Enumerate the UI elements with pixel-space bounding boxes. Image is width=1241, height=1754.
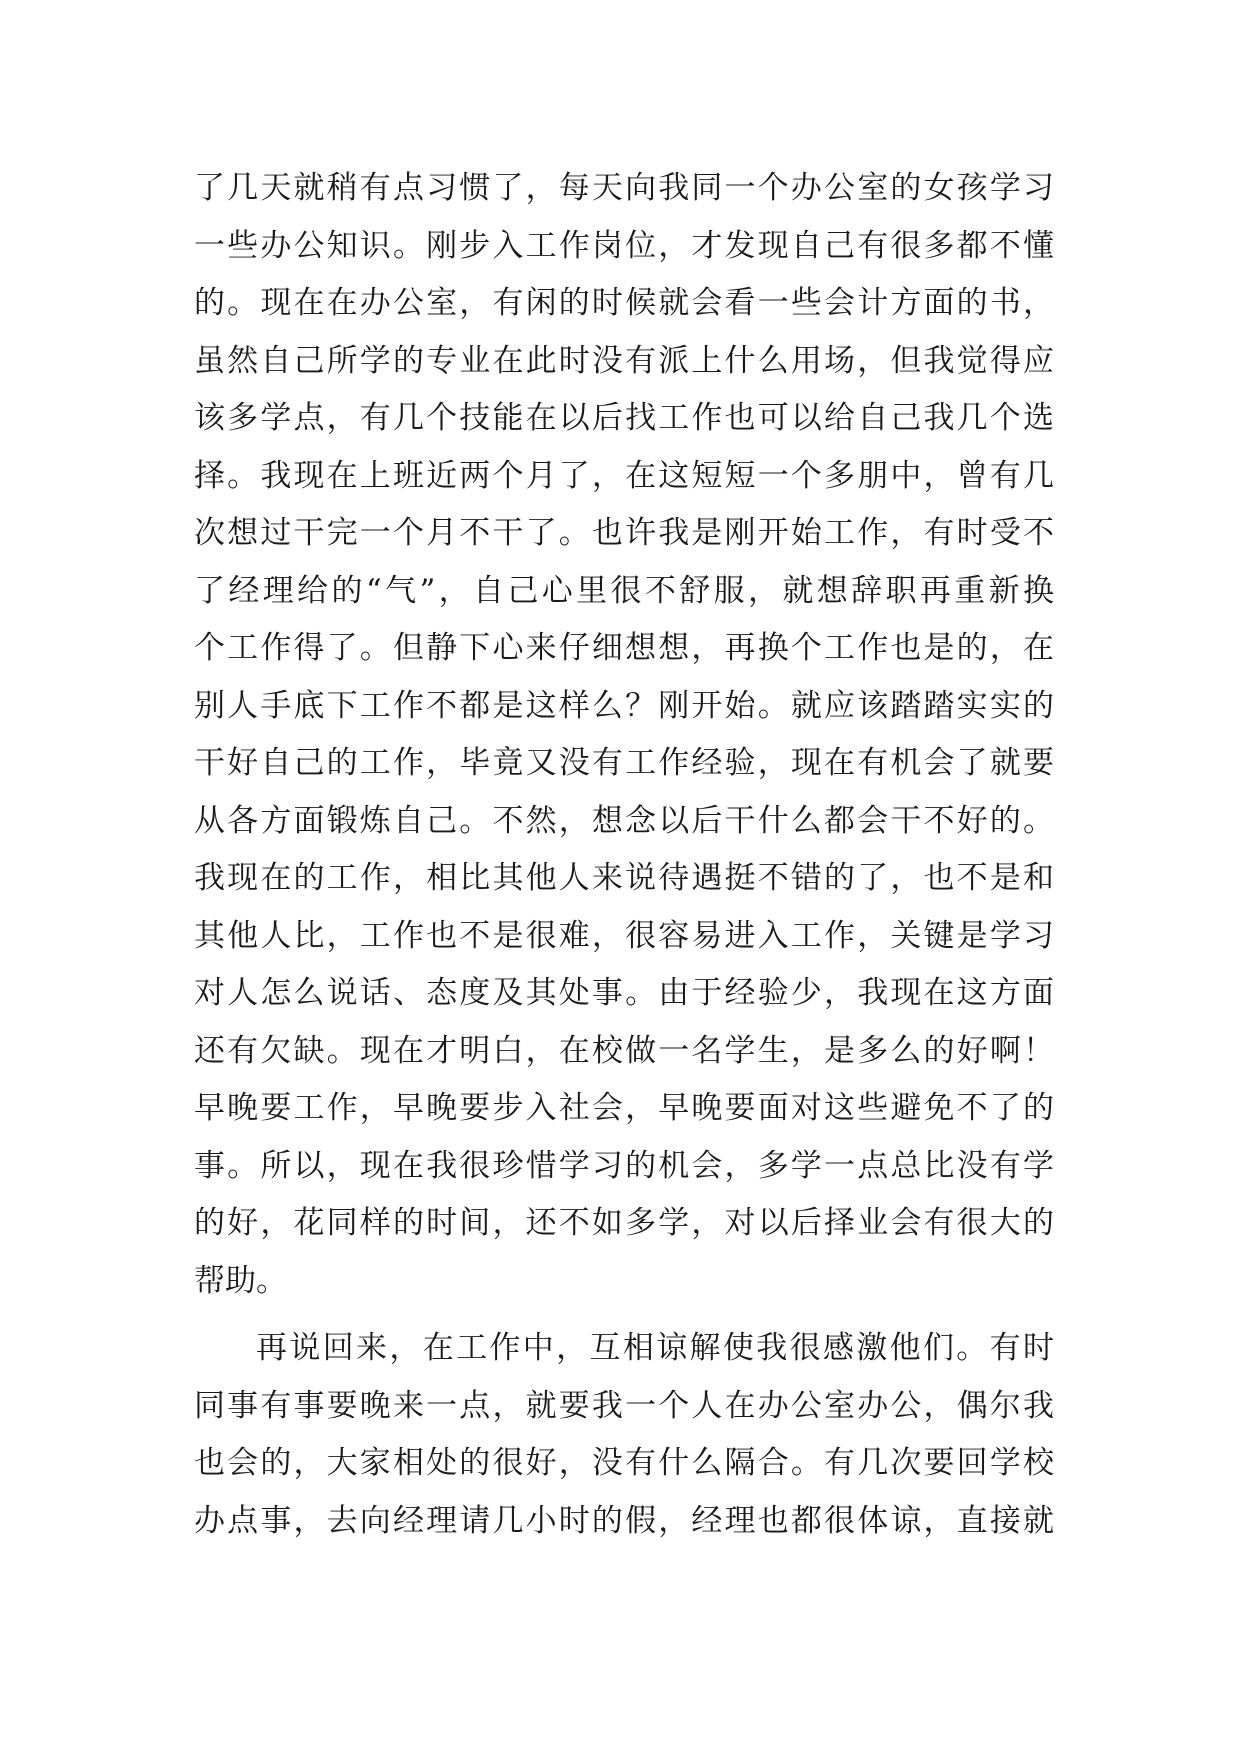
text-line: 同事有事要晚来一点，就要我一个人在办公室办公，偶尔我 [194, 1387, 1054, 1424]
text-line: 对人怎么说话、态度及其处事。由于经验少，我现在这方面 [194, 975, 1054, 1011]
text-line: 干好自己的工作，毕竟又没有工作经验，现在有机会了就要 [194, 745, 1054, 781]
text-line: 个工作得了。但静下心来仔细想想，再换个工作也是的，在 [194, 630, 1054, 666]
text-line: 从各方面锻炼自己。不然，想念以后干什么都会干不好的。 [194, 802, 1054, 839]
text-line: 还有欠缺。现在才明白，在校做一名学生，是多么的好啊！ [194, 1032, 1054, 1069]
text-line: 的。现在在办公室，有闲的时候就会看一些会计方面的书， [194, 285, 1054, 321]
text-line: 的好，花同样的时间，还不如多学，对以后择业会有很大的 [194, 1205, 1054, 1241]
text-line: 一些办公知识。刚步入工作岗位，才发现自己有很多都不懂 [194, 227, 1054, 264]
text-line: 帮助。 [194, 1262, 287, 1299]
text-line: 次想过干完一个月不干了。也许我是刚开始工作，有时受不 [194, 515, 1054, 551]
text-line: 了几天就稍有点习惯了，每天向我同一个办公室的女孩学习 [194, 170, 1054, 206]
text-line: 再说回来，在工作中，互相谅解使我很感激他们。有时 [256, 1330, 1054, 1366]
text-line: 择。我现在上班近两个月了，在这短短一个多朋中，曾有几 [194, 457, 1054, 494]
paragraph-1 [194, 160, 1054, 1310]
text-line: 事。所以，现在我很珍惜学习的机会，多学一点总比没有学 [194, 1147, 1054, 1184]
text-line: 别人手底下工作不都是这样么？刚开始。就应该踏踏实实的 [194, 687, 1054, 724]
text-line: 早晚要工作，早晚要步入社会，早晚要面对这些避免不了的 [194, 1090, 1054, 1126]
paragraph-spacer [194, 1310, 1054, 1320]
text-line: 我现在的工作，相比其他人来说待遇挺不错的了，也不是和 [194, 860, 1054, 896]
text-line: 其他人比，工作也不是很难，很容易进入工作，关键是学习 [194, 917, 1054, 954]
text-line: 了经理给的“气”，自己心里很不舒服，就想辞职再重新换 [194, 572, 1054, 609]
document-body [194, 160, 1054, 1550]
text-line: 也会的，大家相处的很好，没有什么隔合。有几次要回学校 [194, 1445, 1054, 1481]
text-line: 该多学点，有几个技能在以后找工作也可以给自己我几个选 [194, 400, 1054, 436]
text-line: 虽然自己所学的专业在此时没有派上什么用场，但我觉得应 [194, 342, 1054, 379]
paragraph-2 [194, 1320, 1054, 1550]
text-line: 办点事，去向经理请几小时的假，经理也都很体谅，直接就 [194, 1502, 1054, 1539]
